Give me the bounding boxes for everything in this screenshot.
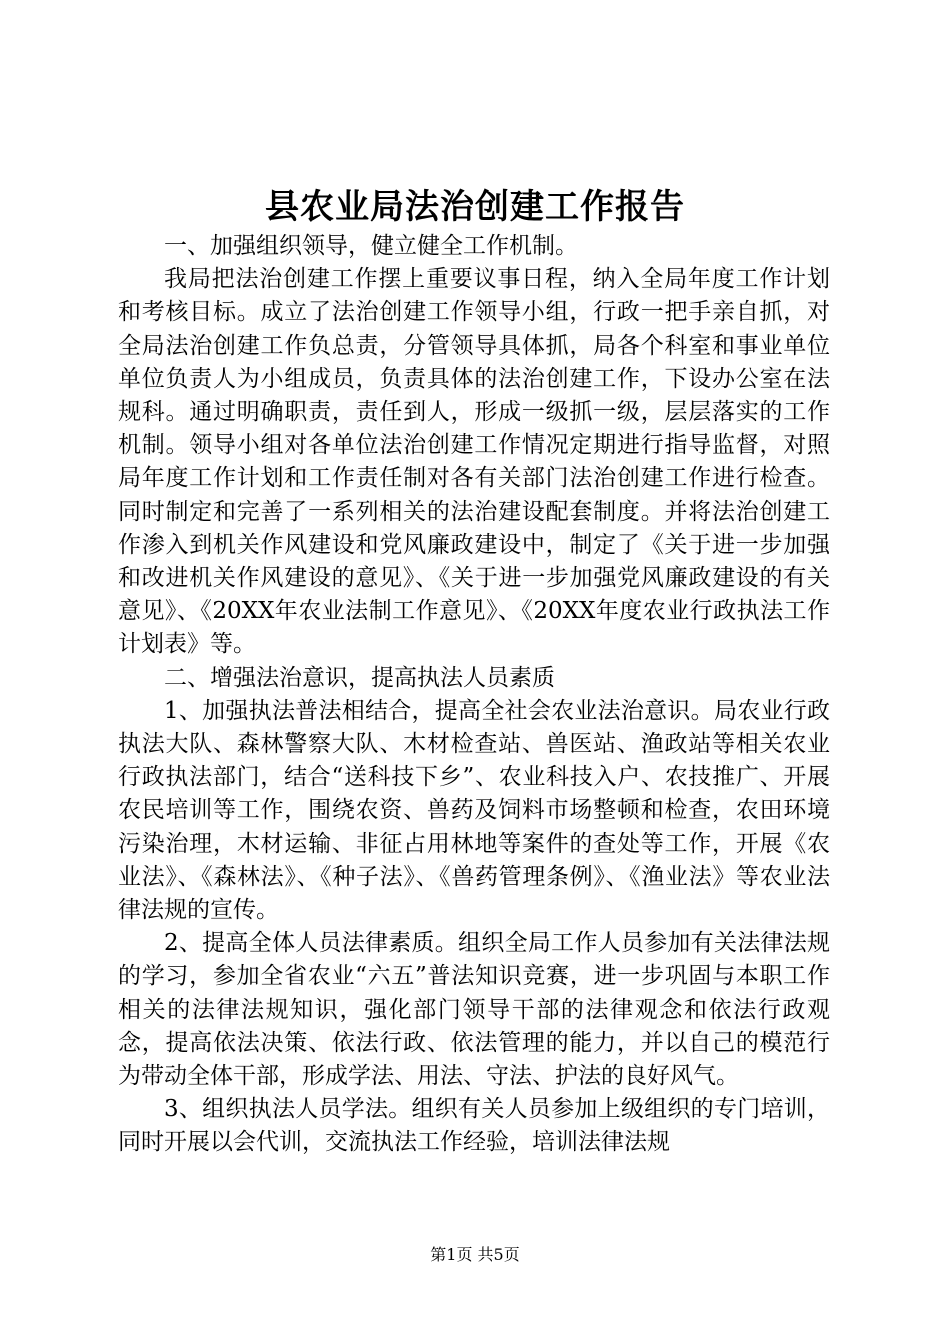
body-paragraph: 1、加强执法普法相结合，提高全社会农业法治意识。局农业行政执法大队、森林警察大队、木材检查站、兽医站、渔政站等相关农业行政执法部门，结合“送科技下乡”、农业科技入户、农技推广、开展农民培训等工作，围绕农资、兽药及饲料市场整顿和检查，农田环境污染治理，木材运输、非征占用林地等案件的查处等工作，开展《农业法》、《森林法》、《种子法》、《兽药管理条例》、《渔业法》等农业法律法规的宣传。 <box>118 697 830 924</box>
page-footer: 第1页 共5页 <box>430 1245 520 1264</box>
body-paragraph: 我局把法治创建工作摆上重要议事日程，纳入全局年度工作计划和考核目标。成立了法治创建工作领导小组，行政一把手亲自抓，对全局法治创建工作负总责，分管领导具体抓，局各个科室和事业单位单位负责人为小组成员，负责具体的法治创建工作，下设办公室在法规科。通过明确职责，责任到人，形成一级抓一级，层层落实的工作机制。领导小组对各单位法治创建工作情况定期进行指导监督，对照局年度工作计划和工作责任制对各有关部门法治创建工作进行检查。同时制定和完善了一系列相关的法治建设配套制度。并将法治创建工作渗入到机关作风建设和党风廉政建设中，制定了《关于进一步加强和改进机关作风建设的意见》、《关于进一步加强党风廉政建设的有关意见》、《20XX年农业法制工作意见》、《20XX年度农业行政执法工作计划表》等。 <box>118 266 830 658</box>
document-title: 县农业局法治创建工作报告 <box>265 187 685 227</box>
body-paragraph: 2、提高全体人员法律素质。组织全局工作人员参加有关法律法规的学习，参加全省农业“六五”普法知识竞赛，进一步巩固与本职工作相关的法律法规知识，强化部门领导干部的法律观念和依法行政观念，提高依法决策、依法行政、依法管理的能力，并以自己的模范行为带动全体干部，形成学法、用法、守法、护法的良好风气。 <box>118 930 830 1090</box>
section-heading: 二、增强法治意识，提高执法人员素质 <box>164 664 555 691</box>
section-heading: 一、加强组织领导，健立健全工作机制。 <box>164 233 578 259</box>
body-paragraph: 3、组织执法人员学法。组织有关人员参加上级组织的专门培训，同时开展以会代训，交流执法工作经验，培训法律法规 <box>118 1096 830 1156</box>
document-body <box>118 230 830 1160</box>
